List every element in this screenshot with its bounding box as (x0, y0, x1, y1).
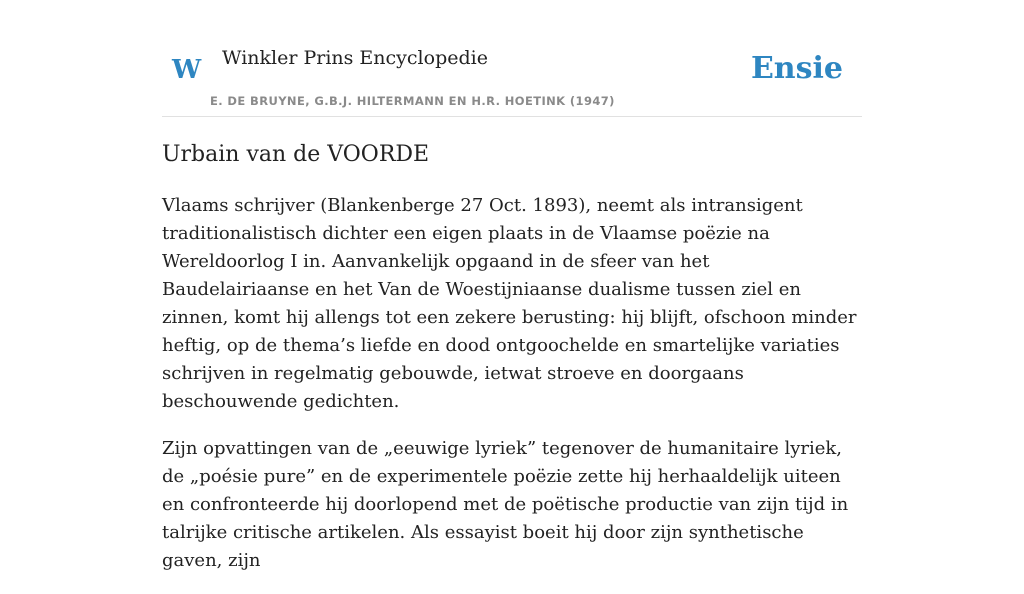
encyclopedia-authors: E. DE BRUYNE, G.B.J. HILTERMANN EN H.R. HOETINK (1947) (210, 94, 615, 108)
ensie-logo-link[interactable]: Ensie (750, 51, 843, 86)
article-paragraph-2: Zijn opvattingen van de „eeuwige lyriek” tegenover de humanitaire lyriek, de „poésie pure” en de experimentele poëzie zette hij herhaaldelijk uiteen en confronteerde hij doorlopend met de poëtische productie van zijn tijd in talrijke critische artikelen. Als essayist boeit hij door zijn synthetische gaven, zijn (162, 438, 849, 571)
winkler-prins-logo-icon[interactable]: W (172, 55, 202, 85)
encyclopedia-title[interactable]: Winkler Prins Encyclopedie (222, 47, 488, 69)
article (162, 138, 862, 594)
article-paragraph-1: Vlaams schrijver (Blankenberge 27 Oct. 1893), neemt als intransigent traditionalistisch dichter een eigen plaats in de Vlaamse poëzie na Wereldoorlog I in. Aanvankelijk opgaand in de sfeer van het Baudelairiaanse en het Van de Woestijniaanse dualisme tussen ziel en zinnen, komt hij allengs tot een zekere berusting: hij blijft, ofschoon minder heftig, op de thema’s liefde en dood ontgoochelde en smartelijke variaties schrijven in regelmatig gebouwde, ietwat stroeve en doorgaans beschouwende gedichten. (162, 195, 857, 412)
site-header (162, 0, 862, 117)
article-title: Urbain van de VOORDE (162, 142, 430, 167)
